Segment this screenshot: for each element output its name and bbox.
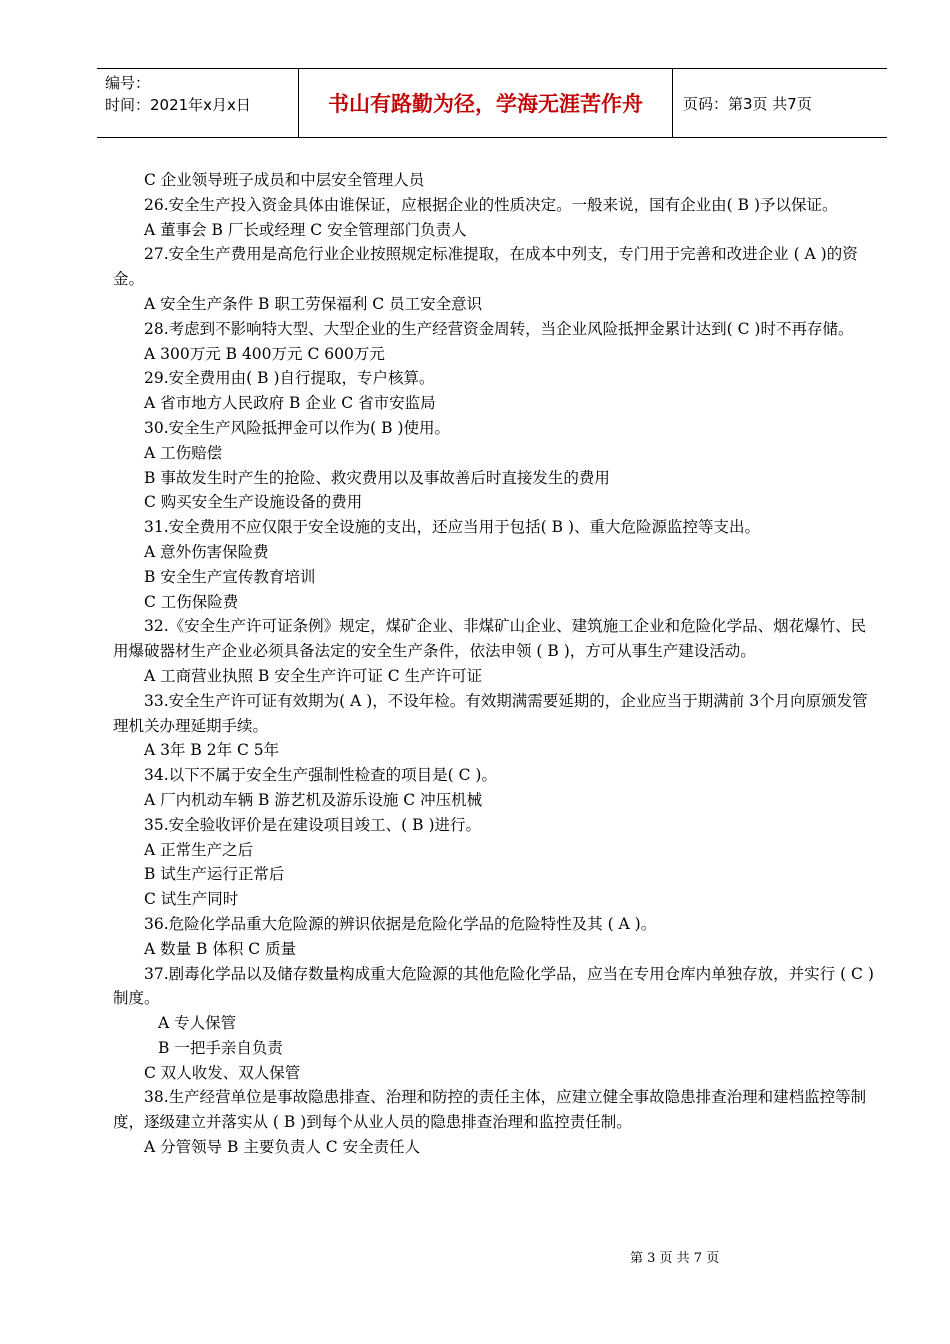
text-line: A 专人保管: [158, 1014, 237, 1033]
text-line: B 试生产运行正常后: [144, 865, 285, 884]
text-line: 35.安全验收评价是在建设项目竣工、( B )进行。: [144, 815, 481, 834]
text-line: 26.安全生产投入资金具体由谁保证，应根据企业的性质决定。一般来说，国有企业由( B )予以保证。: [144, 195, 838, 214]
text-line: C 工伤保险费: [144, 592, 239, 611]
text-line: 27.安全生产费用是高危行业企业按照规定标准提取，在成本中列支，专门用于完善和改进企业 ( A )的资金。: [113, 245, 858, 289]
text-line: A 分管领导 B 主要负责人 C 安全责任人: [144, 1138, 421, 1157]
header-page-info: 页码：第3页 共7页: [683, 94, 812, 113]
text-line: A 300万元 B 400万元 C 600万元: [144, 344, 385, 363]
text-line: A 工商营业执照 B 安全生产许可证 C 生产许可证: [144, 666, 483, 685]
text-line: 28.考虑到不影响特大型、大型企业的生产经营资金周转，当企业风险抵押金累计达到( C )时不再存储。: [144, 319, 854, 338]
header-motto: 书山有路勤为径，学海无涯苦作舟: [299, 69, 673, 137]
text-line: A 3年 B 2年 C 5年: [144, 741, 280, 760]
text-line: A 省市地方人民政府 B 企业 C 省市安监局: [144, 394, 436, 413]
text-line: A 安全生产条件 B 职工劳保福利 C 员工安全意识: [144, 294, 483, 313]
text-line: A 数量 B 体积 C 质量: [144, 939, 297, 958]
text-line: 30.安全生产风险抵押金可以作为( B )使用。: [144, 418, 450, 437]
text-line: C 购买安全生产设施设备的费用: [144, 493, 363, 512]
text-line: 37.剧毒化学品以及储存数量构成重大危险源的其他危险化学品，应当在专用仓库内单独存放，并实行 ( C )制度。: [113, 964, 874, 1008]
time-label: 时间：2021年x月x日: [105, 96, 251, 114]
text-line: A 工伤赔偿: [144, 443, 223, 462]
text-line: A 厂内机动车辆 B 游艺机及游乐设施 C 冲压机械: [144, 790, 483, 809]
text-line: C 试生产同时: [144, 890, 239, 909]
text-line: 36.危险化学品重大危险源的辨识依据是危险化学品的危险特性及其 ( A )。: [144, 914, 657, 933]
page-header: [97, 68, 887, 138]
text-line: B 一把手亲自负责: [158, 1038, 283, 1057]
text-line: C 双人收发、双人保管: [144, 1063, 301, 1082]
text-line: C 企业领导班子成员和中层安全管理人员: [144, 171, 425, 189]
text-line: 33.安全生产许可证有效期为( A )，不设年检。有效期满需要延期的，企业应当于期满前 3个月向原颁发管理机关办理延期手续。: [113, 691, 868, 735]
text-line: 34.以下不属于安全生产强制性检查的项目是( C )。: [144, 766, 497, 785]
document-body: [113, 168, 881, 1160]
text-line: A 董事会 B 厂长或经理 C 安全管理部门负责人: [144, 220, 467, 239]
text-line: A 意外伤害保险费: [144, 542, 269, 561]
text-line: 32.《安全生产许可证条例》规定，煤矿企业、非煤矿山企业、建筑施工企业和危险化学品、烟花爆竹、民用爆破器材生产企业必须具备法定的安全生产条件，依法申领 ( B )，方可从事生产建设活动。: [113, 617, 867, 661]
number-label: 编号：: [105, 74, 151, 92]
text-line: 31.安全费用不应仅限于安全设施的支出，还应当用于包括( B )、重大危险源监控等支出。: [144, 518, 760, 537]
text-line: A 正常生产之后: [144, 840, 254, 859]
header-meta: [97, 69, 299, 137]
page-footer: 第 3 页 共 7 页: [630, 1251, 720, 1266]
text-line: B 安全生产宣传教育培训: [144, 567, 316, 586]
text-line: B 事故发生时产生的抢险、救灾费用以及事故善后时直接发生的费用: [144, 468, 610, 487]
text-line: 38.生产经营单位是事故隐患排查、治理和防控的责任主体，应建立健全事故隐患排查治理和建档监控等制度，逐级建立并落实从 ( B )到每个从业人员的隐患排查治理和监控责任制。: [113, 1088, 867, 1132]
text-line: 29.安全费用由( B )自行提取，专户核算。: [144, 369, 435, 388]
